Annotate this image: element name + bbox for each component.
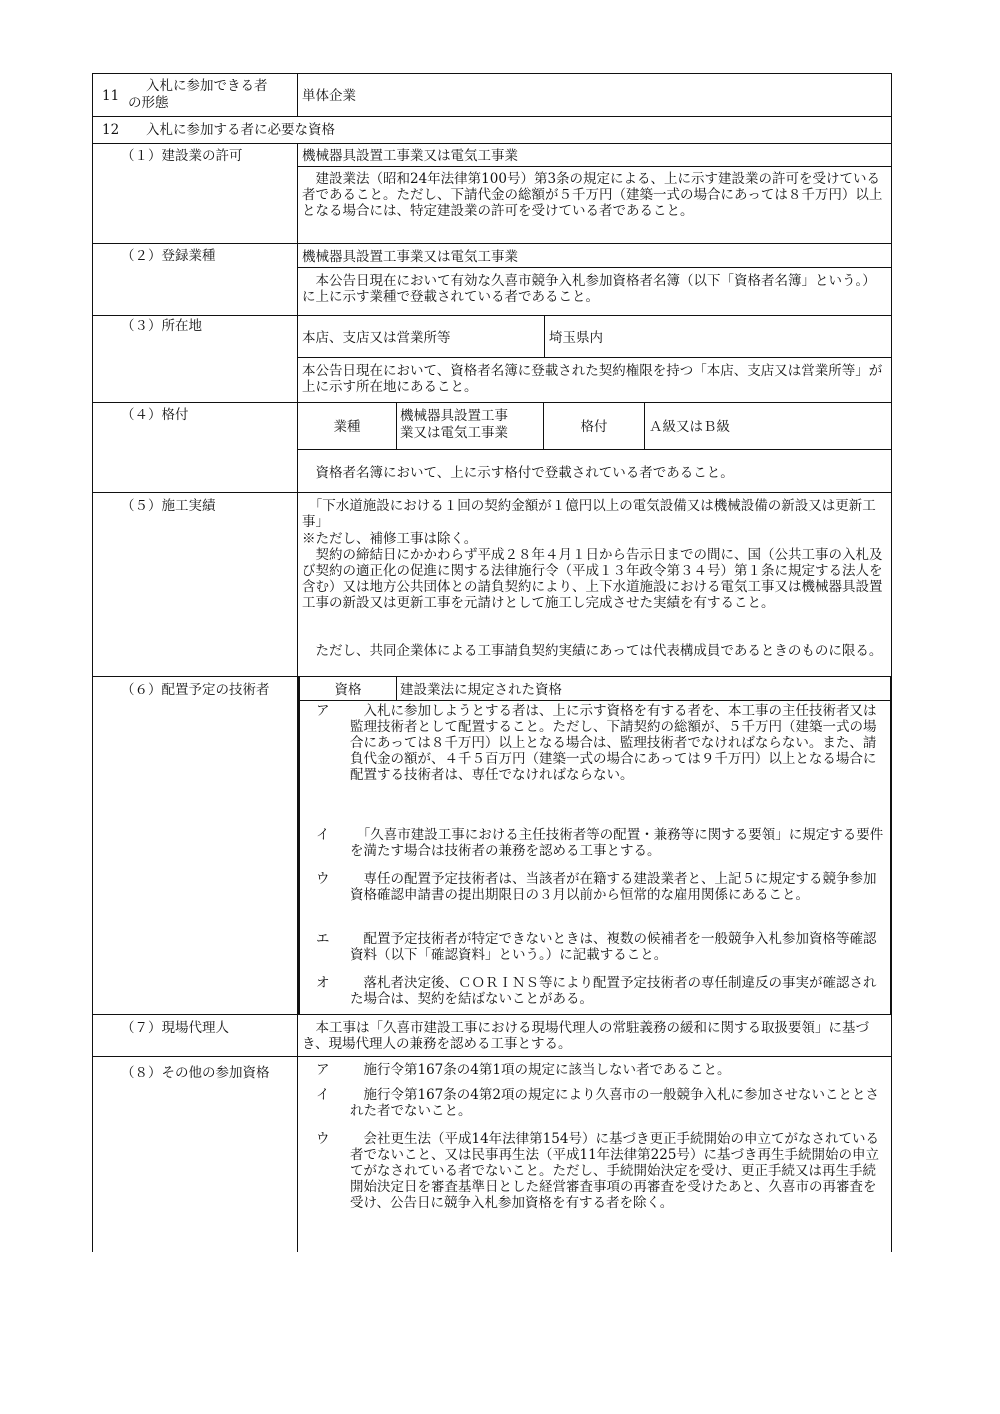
sub-note: 本公告日現在において有効な久喜市競争入札参加資格者名簿（以下「資格者名簿」という。）に上に示す業種で登載されている者であること。 bbox=[302, 273, 876, 305]
row-rule bbox=[92, 1014, 892, 1015]
row-value: 単体企業 bbox=[302, 88, 356, 104]
office-value: 埼玉県内 bbox=[549, 330, 603, 346]
list-mark: ウ bbox=[316, 1131, 330, 1147]
list-item: 入札に参加しようとする者は、上に示す資格を有する者を、本工事の主任技術者又は監理技術者として配置すること。ただし、下請契約の総額が、５千万円（建築一式の場合にあっては８千万円）以上となる場合は、監理技術者でなければならない。また、請負代金の額が、４千５百万円（建築一式の場合にあっては９千万円）以上となる場合に配置する技術者は、専任でなければならない。 bbox=[350, 703, 877, 783]
sub-label: （８）その他の参加資格 bbox=[121, 1065, 270, 1081]
table-border-left bbox=[92, 73, 93, 1252]
frame-line bbox=[298, 676, 300, 1014]
sub-divider bbox=[644, 402, 645, 449]
row-rule bbox=[92, 402, 892, 403]
sub-label: （２）登録業種 bbox=[121, 248, 216, 264]
row-label-line2: の形態 bbox=[128, 95, 169, 111]
list-item: 施行令第167条の4第2項の規定により久喜市の一般競争入札に参加させないこととされた者でないこと。 bbox=[350, 1087, 879, 1119]
sub-rule bbox=[297, 449, 892, 450]
sub-divider bbox=[396, 676, 397, 700]
item-number: 11 bbox=[102, 88, 120, 104]
record-para-2: ※ただし、補修工事は除く。 bbox=[302, 531, 478, 547]
sub-divider bbox=[396, 402, 397, 449]
section-title: 入札に参加する者に必要な資格 bbox=[146, 122, 335, 138]
type-label: 業種 bbox=[333, 419, 361, 435]
list-item: 配置予定技術者が特定できないときは、複数の候補者を一般競争入札参加資格等確認資料（以下「確認資料」という。）に記載すること。 bbox=[350, 931, 877, 963]
row-rule bbox=[92, 492, 892, 493]
sub-label: （６）配置予定の技術者 bbox=[121, 682, 270, 698]
list-mark: エ bbox=[316, 931, 330, 947]
sub-label: （５）施工実績 bbox=[121, 498, 216, 514]
sub-note: 本公告日現在において、資格者名簿に登載された契約権限を持つ「本店、支店又は営業所等」が上に示す所在地にあること。 bbox=[302, 363, 883, 395]
sub-value: 機械器具設置工事業又は電気工事業 bbox=[302, 148, 518, 164]
row-rule bbox=[92, 116, 892, 117]
list-mark: イ bbox=[316, 827, 330, 843]
row-rule bbox=[92, 1056, 892, 1057]
item-number: 12 bbox=[102, 122, 120, 138]
row-rule bbox=[92, 315, 892, 316]
record-para-3: 契約の締結日にかかわらず平成２８年４月１日から告示日までの間に、国（公共工事の入札及び契約の適正化の促進に関する法律施行令（平成１３年政令第３４号）第１条に規定する法人を含む）又は地方公共団体との請負契約により、上下水道施設における電気工事又は機械器具設置工事の新設又は更新工事を元請けとして施工し完成させた実績を有すること。 bbox=[302, 547, 883, 611]
sub-note: 本工事は「久喜市建設工事における現場代理人の常駐義務の緩和に関する取扱要領」に基づき、現場代理人の兼務を認める工事とする。 bbox=[302, 1020, 869, 1052]
type-value-line1: 機械器具設置工事 bbox=[400, 408, 508, 424]
record-para-4: ただし、共同企業体による工事請負契約実績にあっては代表構成員であるときのものに限る。 bbox=[302, 643, 883, 659]
sub-label: （３）所在地 bbox=[121, 318, 202, 334]
office-label: 本店、支店又は営業所等 bbox=[302, 330, 451, 346]
row-rule bbox=[92, 243, 892, 244]
row-label-line1: 入札に参加できる者 bbox=[146, 78, 268, 94]
rank-value: Ａ級又はＢ級 bbox=[649, 419, 730, 435]
sub-label: （１）建設業の許可 bbox=[121, 148, 243, 164]
sub-value: 機械器具設置工事業又は電気工事業 bbox=[302, 249, 518, 265]
sub-rule bbox=[297, 357, 892, 358]
column-divider bbox=[297, 73, 298, 116]
sub-note: 建設業法（昭和24年法律第100号）第3条の規定による、上に示す建設業の許可を受けている者であること。ただし、下請代金の総額が５千万円（建築一式の場合にあっては８千万円）以上となる場合には、特定建設業の許可を受けている者であること。 bbox=[302, 171, 883, 219]
sub-rule bbox=[297, 166, 892, 167]
list-item: 「久喜市建設工事における主任技術者等の配置・兼務等に関する要領」に規定する要件を満たす場合は技術者の兼務を認める工事とする。 bbox=[350, 827, 884, 859]
sub-rule bbox=[297, 267, 892, 268]
record-para-1: 「下水道施設における１回の契約金額が１億円以上の電気設備又は機械設備の新設又は更新工事」 bbox=[302, 498, 876, 530]
list-item: 落札者決定後、ＣＯＲＩＮＳ等により配置予定技術者の専任制違反の事実が確認された場合は、契約を結ばないことがある。 bbox=[350, 975, 877, 1007]
list-item: 会社更生法（平成14年法律第154号）に基づき更正手続開始の申立てがなされている者でないこと、又は民事再生法（平成11年法律第225号）に基づき再生手続開始の申立てがなされている者でないこと。ただし、手続開始決定を受け、更正手続又は再生手続開始決定日を審査基準日とした経営審査事項の再審査を受けたあと、久喜市の再審査を受け、公告日に競争入札参加資格を有する者を除く。 bbox=[350, 1131, 879, 1211]
list-mark: イ bbox=[316, 1087, 330, 1103]
type-value-line2: 業又は電気工事業 bbox=[400, 425, 508, 441]
row-rule bbox=[92, 676, 892, 677]
list-mark: ア bbox=[316, 703, 330, 719]
row-rule bbox=[92, 143, 892, 144]
row-rule bbox=[92, 73, 892, 74]
list-item: 施行令第167条の4第1項の規定に該当しない者であること。 bbox=[350, 1062, 731, 1078]
sub-note: 資格者名簿において、上に示す格付で登載されている者であること。 bbox=[302, 465, 734, 481]
qual-label: 資格 bbox=[334, 682, 362, 698]
frame-line bbox=[890, 676, 892, 1014]
sub-label: （７）現場代理人 bbox=[121, 1020, 229, 1036]
list-mark: ウ bbox=[316, 871, 330, 887]
sub-divider bbox=[544, 315, 545, 357]
qual-value: 建設業法に規定された資格 bbox=[400, 682, 562, 698]
table-border-right bbox=[891, 73, 892, 1252]
list-mark: ア bbox=[316, 1062, 330, 1078]
sub-rule bbox=[297, 700, 892, 701]
list-item: 専任の配置予定技術者は、当該者が在籍する建設業者と、上記５に規定する競争参加資格確認申請書の提出期限日の３月以前から恒常的な雇用関係にあること。 bbox=[350, 871, 877, 903]
rank-label: 格付 bbox=[580, 419, 608, 435]
sub-label: （４）格付 bbox=[121, 407, 189, 423]
list-mark: オ bbox=[316, 975, 330, 991]
